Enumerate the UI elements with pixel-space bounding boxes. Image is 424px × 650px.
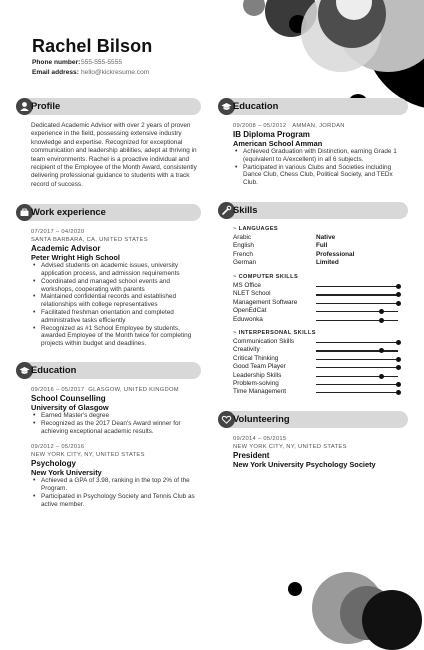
bullet-item: • Maintained confidential records and established relationships with college representatives xyxy=(41,293,201,309)
section-header xyxy=(218,98,408,115)
section-title: Education xyxy=(233,100,279,111)
skill-name: Communication Skills xyxy=(233,337,295,345)
entry-dates: 09/2014 – 05/2015 xyxy=(233,435,287,442)
entry-location: NEW YORK CITY, NY, UNITED STATES xyxy=(233,443,347,450)
language-row xyxy=(218,234,408,243)
language-row xyxy=(218,259,408,268)
entry-bullets xyxy=(31,477,201,508)
profile-text: Dedicated Academic Advisor with over 2 years of proven experience in the field, possessing extensive industry knowledge and expertise. Recognized for exceptional communication and leadership abilities, adept at thriving in team environments. Rachel is a proactive individual and recipient of the Employee of the Month Award, consistently delivering professional guidance to students with a track record of success. xyxy=(31,122,197,188)
skill-level-bar xyxy=(316,392,398,393)
skill-row xyxy=(218,388,408,396)
skill-name: Leadership Skills xyxy=(233,371,282,379)
skill-level-bar xyxy=(316,320,398,321)
languages-heading: ~ LANGUAGES xyxy=(233,225,278,232)
skill-name: NLET School xyxy=(233,290,271,298)
skill-level-dot xyxy=(379,309,384,314)
skill-name: Management Software xyxy=(233,298,298,306)
skill-level-bar xyxy=(316,384,398,385)
skill-row xyxy=(218,290,408,298)
computer-skills-heading: ~ COMPUTER SKILLS xyxy=(233,273,299,280)
skill-name: Time Management xyxy=(233,388,287,396)
skill-name: Eduwonka xyxy=(233,315,263,323)
skill-level-bar xyxy=(316,311,398,312)
skill-level-bar xyxy=(316,359,398,360)
skill-name: MS Office xyxy=(233,281,261,289)
entry-dates-location xyxy=(233,122,408,130)
entry-organization: American School Amman xyxy=(233,139,323,148)
bullet-item: • Recognized as #1 School Employee by students, awarded Employee of the Month twice for completing projects within budget and deadlines. xyxy=(41,325,201,348)
skill-row xyxy=(218,307,408,315)
contact-info xyxy=(32,58,149,78)
skill-row xyxy=(218,363,408,371)
entry-location: GLASGOW, UNITED KINGDOM xyxy=(88,387,179,394)
language-row xyxy=(218,242,408,251)
skill-level-dot xyxy=(396,292,401,297)
language-row xyxy=(218,251,408,260)
bullet-item: • Coordinated and managed school events and workshops, cooperating with parents xyxy=(41,278,201,294)
entry-role: Academic Advisor xyxy=(31,244,101,254)
volunteering-section xyxy=(218,411,408,469)
profile-section xyxy=(16,98,201,189)
section-header xyxy=(218,411,408,428)
bullet-item: • Achieved Graduation with Distinction, earning Grade 1 (equivalent to A/excellent) in all 6 subjects. xyxy=(243,148,408,164)
skill-name: Problem-solving xyxy=(233,379,279,387)
skill-level-dot xyxy=(396,284,401,289)
email-value: hello@kickresume.com xyxy=(81,69,150,76)
skill-name: Good Team Player xyxy=(233,363,286,371)
section-title: Education xyxy=(31,364,77,376)
decor-circle xyxy=(362,590,422,650)
skill-row xyxy=(218,299,408,307)
skill-level-dot xyxy=(396,340,401,345)
entry-bullets xyxy=(31,412,201,435)
skill-name: Creativity xyxy=(233,346,260,354)
education-entry xyxy=(218,122,408,187)
skill-level-dot xyxy=(379,348,384,353)
skill-row xyxy=(218,380,408,388)
entry-dates: 09/2008 – 05/2012 xyxy=(233,123,287,129)
skill-level-bar xyxy=(316,367,398,368)
language-name: French xyxy=(233,250,253,258)
skills-section xyxy=(218,202,408,397)
skill-level-dot xyxy=(379,318,384,323)
section-title: Skills xyxy=(233,203,258,215)
skill-level-dot xyxy=(396,390,401,395)
entry-organization: University of Glasgow xyxy=(31,403,109,413)
entry-role: President xyxy=(233,450,270,460)
bullet-item: • Participated in Psychology Society and Tennis Club as active member. xyxy=(41,493,201,509)
interpersonal-skills-heading: ~ INTERPERSONAL SKILLS xyxy=(233,329,316,336)
phone-label: Phone number: xyxy=(32,59,81,66)
skill-level-bar xyxy=(316,286,398,287)
bullet-item: • Recognized as the 2017 Dean's Award winner for achieving exceptional academic results. xyxy=(41,420,201,436)
language-name: English xyxy=(233,242,254,250)
language-level: Native xyxy=(316,233,336,241)
section-header xyxy=(16,362,201,379)
entry-dates: 09/2016 – 05/2017 xyxy=(31,387,85,394)
skill-row xyxy=(218,355,408,363)
skill-level-bar xyxy=(316,303,398,304)
skill-level-dot xyxy=(396,357,401,362)
language-level: Full xyxy=(316,242,328,250)
bullet-item: • Advised students on academic issues, university application process, and admission requirements xyxy=(41,262,201,278)
skill-level-bar xyxy=(316,342,398,343)
skill-row xyxy=(218,346,408,354)
skill-level-dot xyxy=(396,365,401,370)
decor-circle xyxy=(243,0,265,16)
section-title: Profile xyxy=(31,100,61,111)
language-name: German xyxy=(233,259,257,267)
skill-name: OpenEdCat xyxy=(233,307,267,315)
skill-row xyxy=(218,282,408,290)
entry-role: Psychology xyxy=(31,459,76,469)
entry-role: IB Diploma Program xyxy=(233,130,310,139)
section-title: Volunteering xyxy=(233,412,290,424)
entry-organization: New York University Psychology Society xyxy=(233,459,376,469)
bullet-item: • Facilitated freshman orientation and completed administrative tasks efficiently xyxy=(41,309,201,325)
skill-level-bar xyxy=(316,376,398,377)
language-level: Professional xyxy=(316,250,355,258)
entry-organization: New York University xyxy=(31,468,102,478)
language-level: Limited xyxy=(316,259,339,267)
email-label: Email address: xyxy=(32,69,79,76)
bullet-item: • Participated in various Clubs and Societies including Dance Club, Chess Club, Political Society, and TEDx Club. xyxy=(243,164,408,187)
entry-role: School Counselling xyxy=(31,394,106,404)
volunteering-entry xyxy=(218,435,408,469)
phone-value: 555-555-5555 xyxy=(81,59,123,66)
entry-bullets xyxy=(31,262,201,348)
bullet-item: • Achieved a GPA of 3.98, ranking in the top 2% of the Program. xyxy=(41,477,201,493)
entry-dates-location xyxy=(31,386,201,394)
entry-location: SANTA BARBARA, CA, UNITED STATES xyxy=(31,237,148,244)
section-header xyxy=(16,98,201,115)
candidate-name: Rachel Bilson xyxy=(32,36,153,56)
work-entry xyxy=(16,228,201,348)
left-column xyxy=(16,98,201,519)
entry-location: NEW YORK CITY, NY, UNITED STATES xyxy=(31,452,145,459)
education-entry xyxy=(16,443,201,508)
section-title: Work experience xyxy=(31,206,106,218)
decor-circle xyxy=(288,582,302,596)
language-name: Arabic xyxy=(233,233,252,241)
entry-dates: 07/2017 – 04/2020 xyxy=(31,229,85,236)
section-header xyxy=(16,204,201,221)
skill-name: Critical Thinking xyxy=(233,354,279,362)
skill-row xyxy=(218,316,408,324)
work-experience-section xyxy=(16,204,201,348)
entry-dates: 09/2012 – 05/2016 xyxy=(31,444,85,451)
skill-level-dot xyxy=(379,374,384,379)
skill-level-bar xyxy=(316,294,398,295)
education-section-right xyxy=(218,98,408,187)
bullet-item: • Earned Master's degree xyxy=(41,412,201,420)
skill-level-bar xyxy=(316,350,398,351)
skill-level-dot xyxy=(396,301,401,306)
skill-row xyxy=(218,338,408,346)
section-header xyxy=(218,202,408,219)
right-column xyxy=(218,98,408,479)
entry-bullets xyxy=(233,148,408,187)
education-section-left xyxy=(16,362,201,509)
skill-row xyxy=(218,372,408,380)
education-entry xyxy=(16,386,201,435)
entry-location: AMMAN, JORDAN xyxy=(292,123,345,129)
entry-organization: Peter Wright High School xyxy=(31,253,120,263)
skill-level-dot xyxy=(396,382,401,387)
